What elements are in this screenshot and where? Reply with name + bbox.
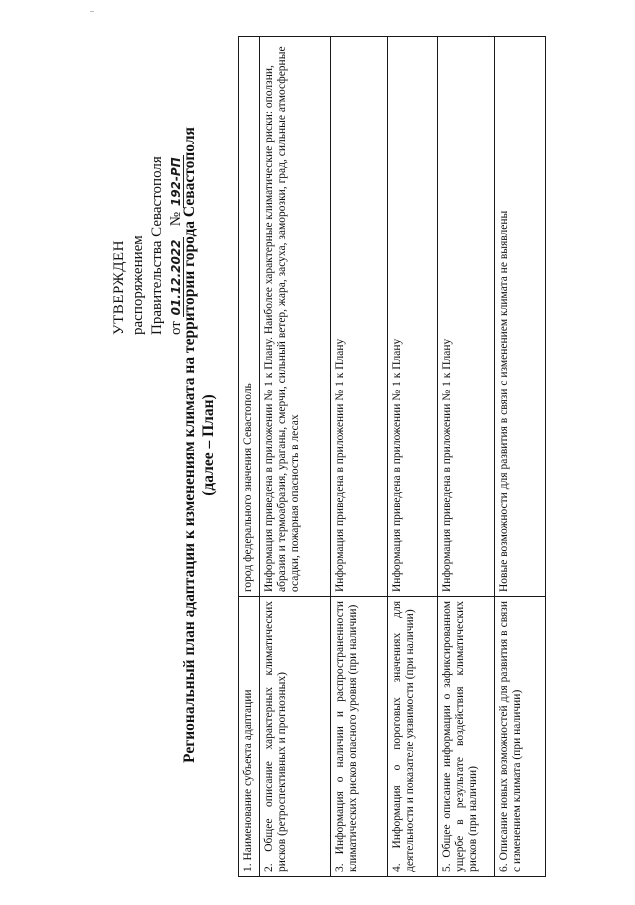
table-row	[438, 37, 495, 877]
approval-line-3: Правительства Севастополя	[149, 156, 165, 335]
table-row	[495, 37, 546, 877]
table-row	[239, 37, 260, 877]
table-row	[388, 37, 438, 877]
approval-line-2: распоряжением	[130, 235, 146, 335]
row-label: 4. Информация о пороговых значениях для деятельности и показателе уязвимости (при наличии)	[388, 597, 438, 877]
title-line-1: Региональный план адаптации к изменениям климата на территории города Севастополя	[181, 127, 198, 763]
table-row	[331, 37, 388, 877]
from-label: от	[168, 321, 184, 335]
table-row	[260, 37, 331, 877]
scan-mark	[90, 11, 94, 12]
row-label: 6. Описание новых возможностей для развития в связи с изменением климата (при наличии)	[495, 597, 546, 877]
row-label: 5. Общее описание информации о зафиксированном ущербе в результате воздействия климатических рисков (при наличии)	[438, 597, 495, 877]
plan-table	[238, 36, 546, 877]
handwritten-number: 192-РП	[169, 157, 183, 207]
approval-block	[110, 5, 186, 335]
row-label: 1. Наименование субъекта адаптации	[239, 597, 260, 877]
title-line-2: (далее – План)	[200, 394, 217, 496]
row-label: 3. Информация о наличии и распространенности климатических рисков опасного уровня (при наличии)	[331, 597, 388, 877]
document-title	[180, 65, 218, 825]
row-value: город федерального значения Севастополь	[239, 37, 260, 597]
approval-heading: УТВЕРЖДЕН	[111, 240, 127, 335]
number-label: №	[168, 211, 184, 227]
row-value: Информация приведена в приложении № 1 к Плану	[438, 37, 495, 597]
row-value: Информация приведена в приложении № 1 к Плану	[331, 37, 388, 597]
row-value: Новые возможности для развития в связи с изменением климата не выявлены	[495, 37, 546, 597]
row-value: Информация приведена в приложении № 1 к Плану. Наиболее характерные климатические риски: оползни, абразия и термоабразия, ураганы, смерчи, сильный ветер, жара, засуха, заморозки, град, сильные атмосферные осадки, пожарная опасность в лесах	[260, 37, 331, 597]
row-label: 2. Общее описание характерных климатических рисков (ретроспективных и прогнозных)	[260, 597, 331, 877]
row-value: Информация приведена в приложении № 1 к Плану	[388, 37, 438, 597]
handwritten-date: 01.12.2022	[169, 239, 183, 316]
